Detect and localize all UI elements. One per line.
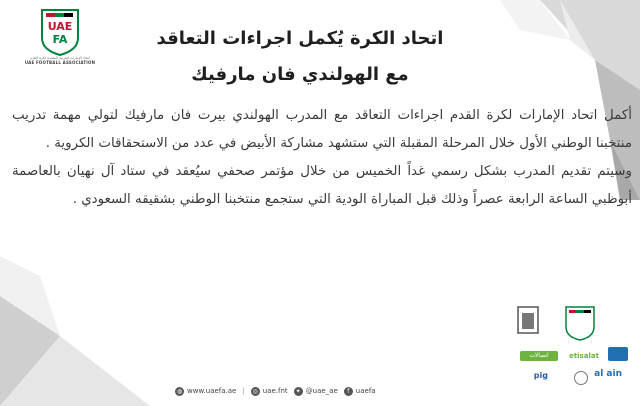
sponsor-etisalat-ar: اتصالات	[520, 351, 558, 361]
footer-website[interactable]: ◍ www.uaefa.ae	[176, 387, 237, 395]
footer-twitter[interactable]: ✦ @uae_ae	[295, 387, 338, 395]
footer-social-bar: ◍ www.uaefa.ae | ◎ uae.fnt ✦ @uae_ae f uaefa	[176, 387, 376, 395]
sponsor-circle-icon	[574, 371, 588, 385]
sponsor-al-ain: al ain	[594, 369, 622, 379]
facebook-icon: f	[344, 387, 353, 396]
partner-emblem-icon	[516, 305, 556, 341]
headline-line-2: مع الهولندي فان مارفيك	[191, 64, 409, 85]
article-paragraph: أكمل اتحاد الإمارات لكرة القدم اجراءات التعاقد مع المدرب الهولندي بيرت فان مارفيك لتولي مهمة تدريب منتخبنا الوطني الأول خلال المرحلة المقبلة التي ستشهد مشاركة الأبيض في عدد من الاستحقاقات الكروية .	[12, 108, 632, 151]
uaefa-small-crest-icon	[562, 305, 598, 341]
sponsor-etisalat-en: etisalat	[569, 352, 599, 360]
sponsor-pig: pig	[533, 371, 548, 380]
globe-icon: ◍	[176, 387, 183, 395]
twitter-icon: ✦	[295, 387, 301, 395]
sponsor-blue-badge-icon	[608, 347, 628, 361]
footer-facebook[interactable]: f uaefa	[344, 387, 376, 396]
decorative-pattern-bottom-left	[0, 256, 150, 406]
headline-line-1: اتحاد الكرة يُكمل اجراءات التعاقد	[156, 28, 444, 49]
svg-text:UAE: UAE	[47, 20, 73, 33]
article-body	[12, 102, 632, 214]
instagram-icon: ◎	[252, 387, 258, 395]
uaefa-logo	[24, 8, 96, 65]
sponsor-logos	[503, 305, 628, 390]
svg-text:FA: FA	[52, 33, 68, 46]
footer-instagram[interactable]: ◎ uae.fnt	[252, 387, 288, 395]
uaefa-crest-icon	[38, 8, 82, 56]
logo-caption-ar: اتحاد الإمارات العربية المتحدة لكرة القدم	[30, 56, 90, 60]
logo-caption-en: UAE FOOTBALL ASSOCIATION	[24, 60, 96, 65]
article-paragraph: وسيتم تقديم المدرب بشكل رسمي غداً الخميس من خلال مؤتمر صحفي سيُعقد في ستاد آل نهيان بالعاصمة أبوظبي الساعة الرابعة عصراً وذلك قبل المباراة الودية التي ستجمع منتخبنا الوطني بشقيقه السعودي .	[12, 164, 632, 207]
